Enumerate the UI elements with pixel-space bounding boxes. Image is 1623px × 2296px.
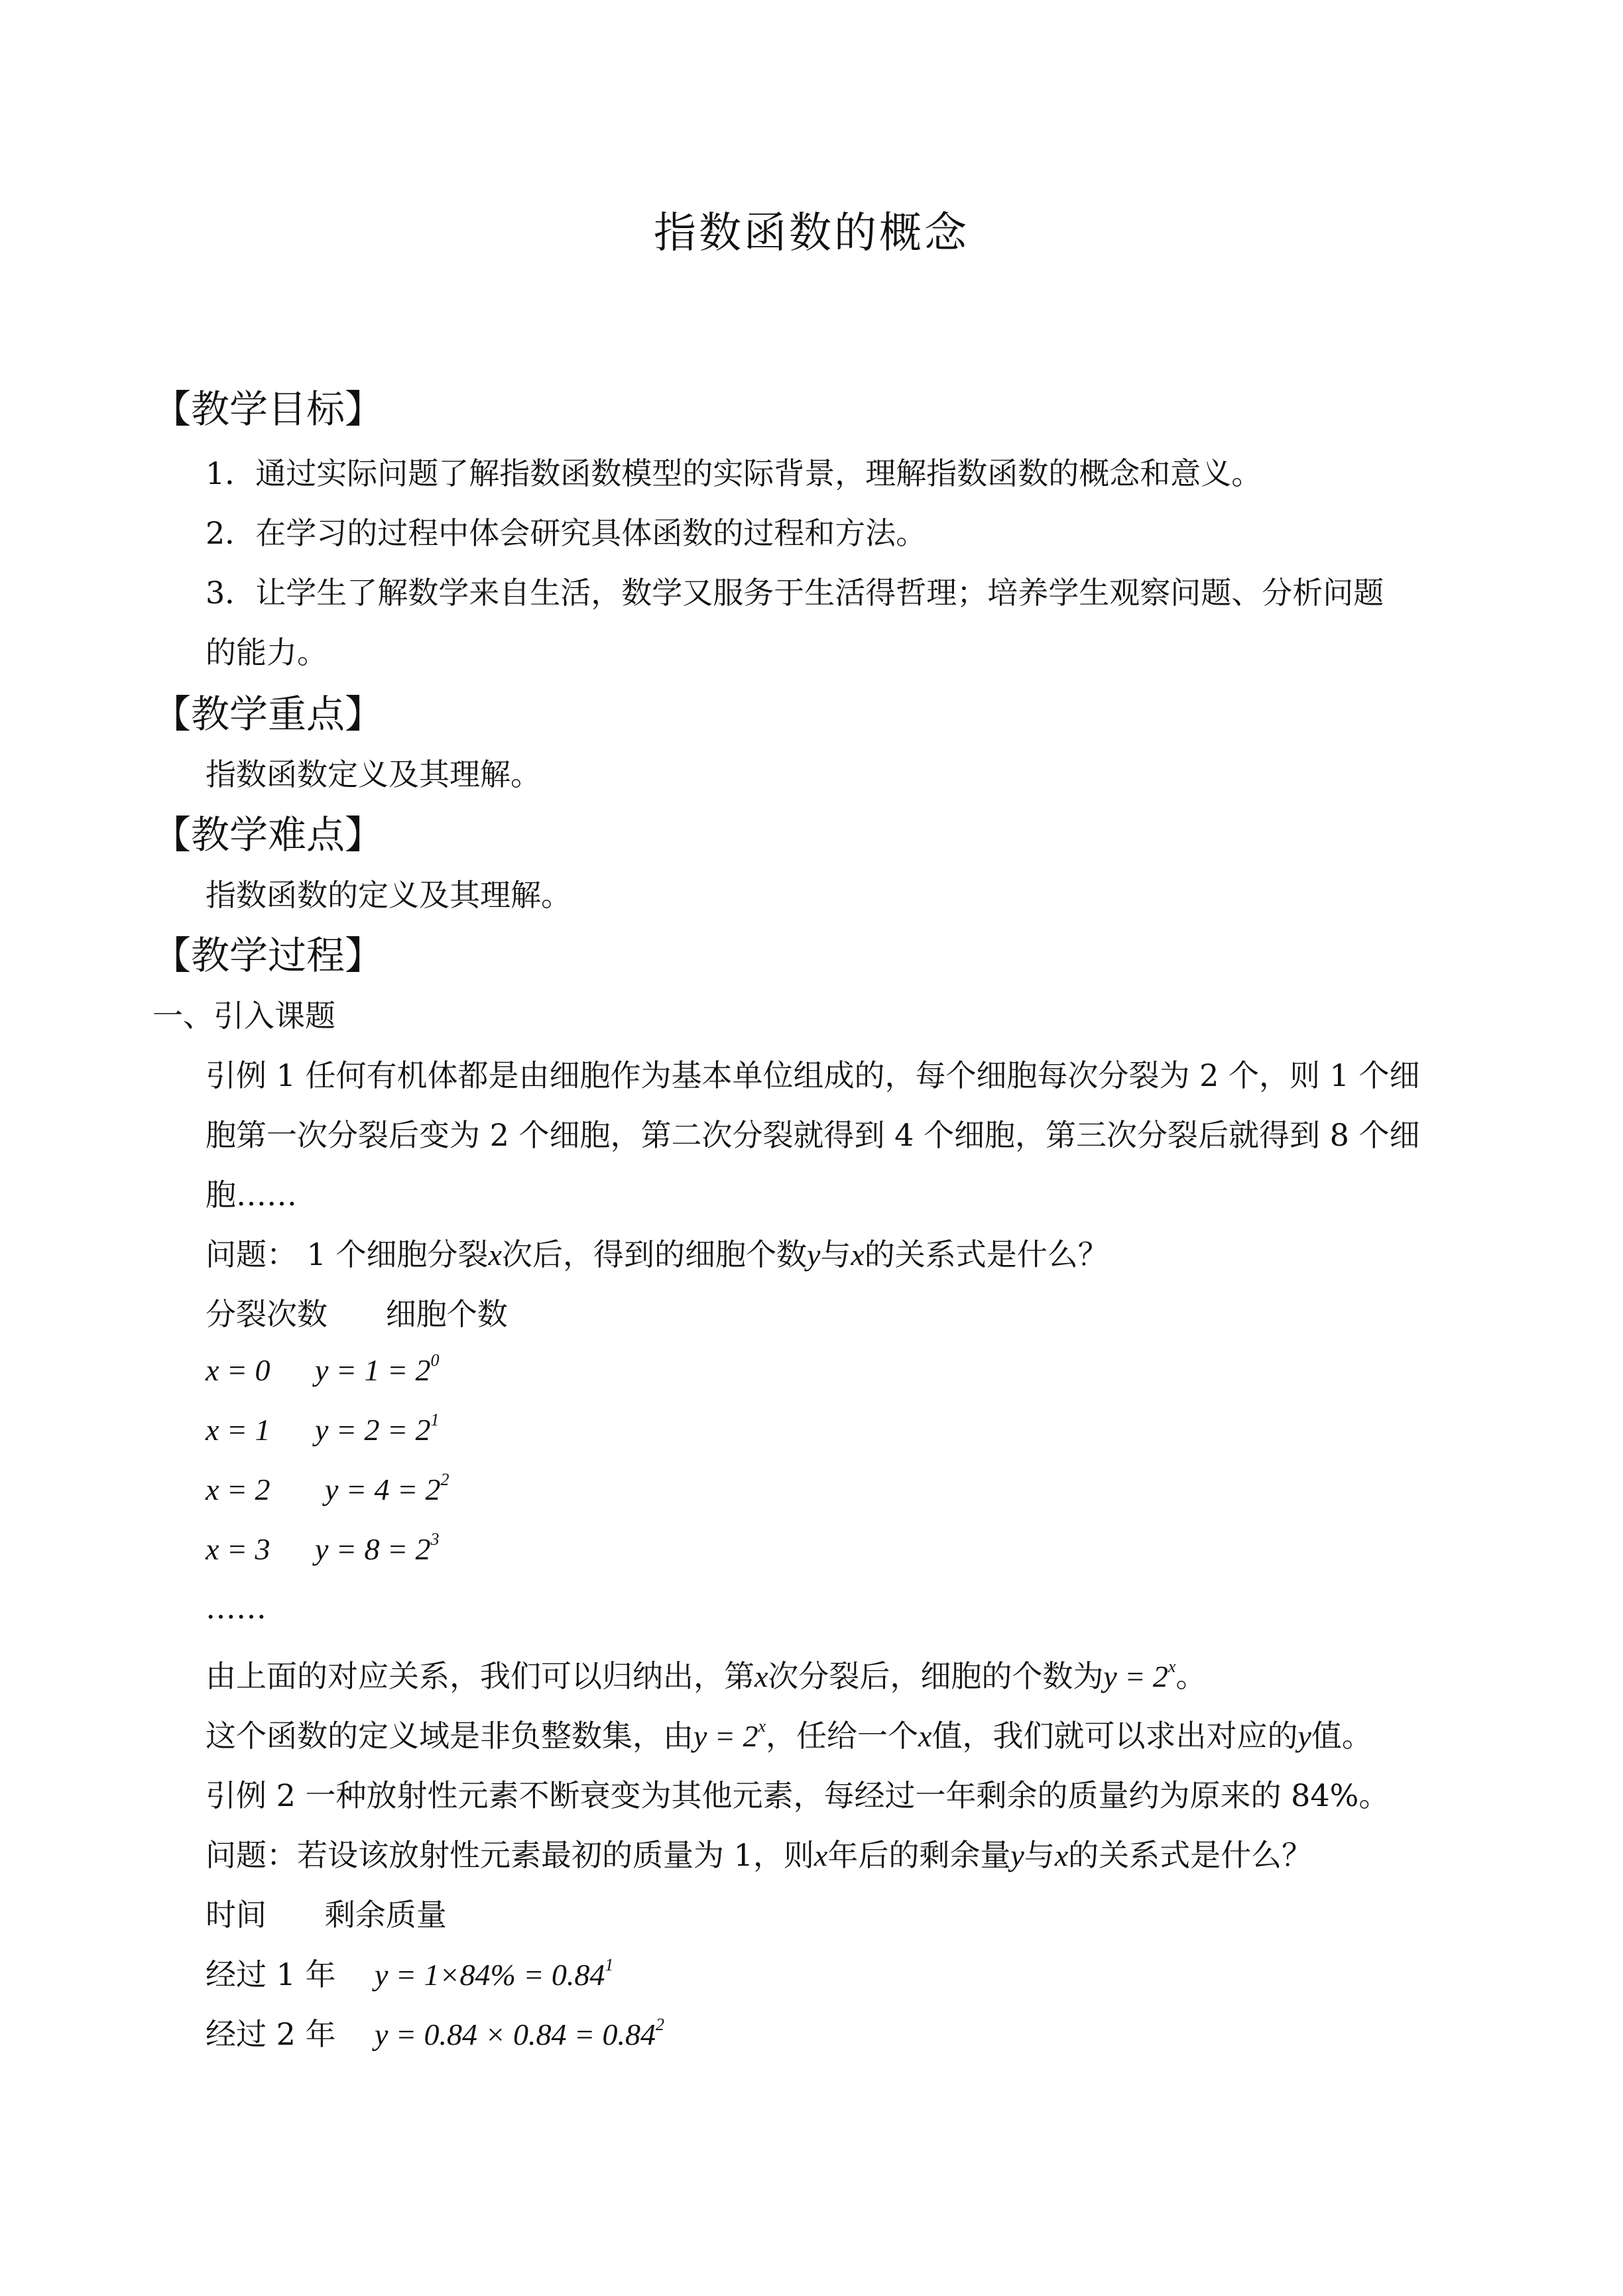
table1-y: y = 4 = 2	[325, 1473, 441, 1506]
heading-teaching-goals: 【教学目标】	[152, 387, 384, 432]
table2-exp: 2	[656, 2015, 665, 2034]
table2-time: 经过 2 年	[206, 2016, 336, 2052]
table1-x: x = 1	[206, 1413, 270, 1447]
var-x: x	[488, 1238, 502, 1272]
table2-row	[206, 2010, 664, 2054]
formula-y: y = 2	[693, 1719, 758, 1753]
table1-y: y = 2 = 2	[315, 1413, 431, 1447]
goal-item-3: 3．让学生了解数学来自生活，数学又服务于生活得哲理；培养学生观察问题、分析问题	[206, 575, 1384, 611]
q2-text-d: 的关系式是什么？	[1068, 1837, 1313, 1873]
q1-text-a: 问题： 1 个细胞分裂	[206, 1237, 489, 1272]
var-x: x	[813, 1839, 828, 1872]
q1-text-d: 的关系式是什么？	[864, 1237, 1109, 1272]
table2-time: 经过 1 年	[206, 1957, 336, 1992]
heading-teaching-process: 【教学过程】	[152, 933, 384, 978]
formula-exp: x	[1168, 1657, 1176, 1676]
conclusion-1	[206, 1652, 1206, 1696]
example1-line-1: 引例 1 任何有机体都是由细胞作为基本单位组成的，每个细胞每次分裂为 2 个，则 1 个细	[206, 1057, 1420, 1093]
ellipsis: ……	[206, 1590, 267, 1626]
section-intro-topic: 一、引入课题	[152, 998, 335, 1034]
table2-y: y = 0.84 × 0.84 = 0.84	[375, 2018, 656, 2051]
table2-row	[206, 1951, 613, 1994]
table1-x: x = 2	[206, 1473, 270, 1506]
table1-header: 分裂次数 细胞个数	[206, 1296, 508, 1332]
difficult-points-text: 指数函数的定义及其理解。	[206, 877, 571, 913]
table1-y: y = 8 = 2	[315, 1532, 431, 1566]
table1-y: y = 1 = 2	[315, 1353, 431, 1387]
c1-text-a: 由上面的对应关系，我们可以归纳出，第	[206, 1658, 754, 1694]
question-2	[206, 1831, 1312, 1875]
example-2: 引例 2 一种放射性元素不断衰变为其他元素，每经过一年剩余的质量约为原来的 84%。	[206, 1778, 1390, 1813]
var-x: x	[851, 1238, 865, 1272]
page-title: 指数函数的概念	[654, 209, 969, 258]
heading-key-points: 【教学重点】	[152, 692, 384, 737]
var-y: y	[1010, 1839, 1024, 1872]
table2-exp: 1	[605, 1955, 614, 1974]
key-points-text: 指数函数定义及其理解。	[206, 756, 541, 792]
var-y: y	[1297, 1719, 1311, 1753]
table2-header: 时间 剩余质量	[206, 1897, 447, 1933]
domain-text-d: 值。	[1311, 1718, 1372, 1754]
var-x: x	[754, 1660, 768, 1693]
q2-text-c: 与	[1024, 1837, 1055, 1873]
c1-text-c: 。	[1175, 1658, 1207, 1694]
goal-item-2: 2．在学习的过程中体会研究具体函数的过程和方法。	[206, 515, 927, 551]
example1-line-2: 胞第一次分裂后变为 2 个细胞，第二次分裂就得到 4 个细胞，第三次分裂后就得到 8 个细	[206, 1117, 1420, 1153]
q2-text-b: 年后的剩余量	[827, 1837, 1011, 1873]
formula-exp: x	[758, 1717, 766, 1736]
table1-exp: 0	[430, 1351, 440, 1370]
q1-text-b: 次后，得到的细胞个数	[501, 1237, 807, 1272]
domain-text-a: 这个函数的定义域是非负整数集，由	[206, 1718, 693, 1754]
table2-y: y = 1×84% = 0.84	[375, 1958, 605, 1992]
formula-y: y = 2	[1103, 1660, 1168, 1693]
question-1	[206, 1231, 1109, 1274]
q1-text-c: 与	[820, 1237, 851, 1272]
domain-text-b: ，任给一个	[766, 1718, 919, 1754]
domain-statement	[206, 1712, 1372, 1756]
c1-text-b: 次分裂后，细胞的个数为	[768, 1658, 1104, 1694]
goal-item-3-cont: 的能力。	[206, 634, 328, 670]
table1-x: x = 0	[206, 1353, 270, 1387]
goal-item-1: 1．通过实际问题了解指数函数模型的实际背景，理解指数函数的概念和意义。	[206, 455, 1262, 491]
var-y: y	[806, 1238, 821, 1272]
table1-row	[206, 1412, 440, 1447]
table1-exp: 2	[440, 1470, 450, 1489]
domain-text-c: 值，我们就可以求出对应的	[932, 1718, 1298, 1754]
table1-x: x = 3	[206, 1532, 270, 1566]
var-x: x	[918, 1719, 932, 1753]
table1-row	[206, 1532, 440, 1567]
table1-exp: 3	[430, 1530, 440, 1549]
var-x: x	[1054, 1839, 1069, 1872]
table1-row	[206, 1472, 450, 1507]
heading-difficult-points: 【教学难点】	[152, 812, 384, 857]
table1-row	[206, 1353, 440, 1388]
example1-line-3: 胞……	[206, 1177, 297, 1213]
q2-text-a: 问题：若设该放射性元素最初的质量为 1，则	[206, 1837, 814, 1873]
table1-exp: 1	[430, 1410, 440, 1429]
